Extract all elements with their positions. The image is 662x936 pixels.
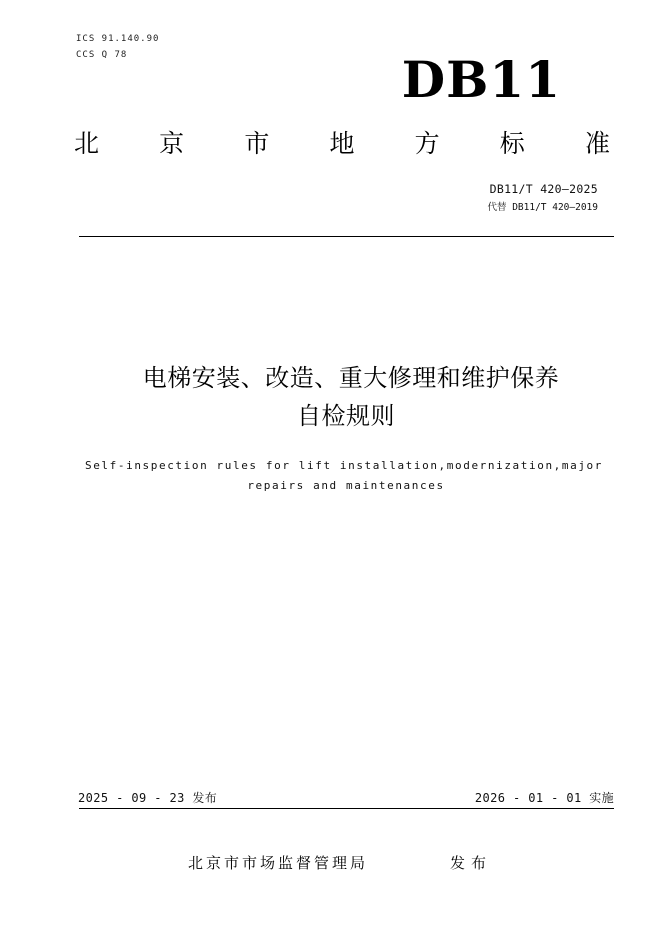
document-title-line-1: 电梯安装、改造、重大修理和维护保养: [142, 364, 560, 392]
standard-type-char: 北: [74, 129, 100, 158]
implementation-date: 2026 - 01 - 01 实施: [474, 791, 614, 805]
issue-date: 2025 - 09 - 23 发布: [78, 791, 218, 805]
standard-type-char: 京: [159, 129, 185, 158]
issue-label: 发布: [450, 854, 493, 872]
replaces-standard: 代替 DB11/T 420—2019: [487, 202, 598, 213]
standard-type-char: 方: [414, 129, 440, 158]
standard-type-char: 标: [499, 129, 525, 158]
standard-number: DB11/T 420—2025: [489, 182, 598, 196]
top-divider: [79, 236, 614, 237]
standard-type-char: 地: [329, 129, 355, 158]
standard-type-char: 市: [244, 129, 270, 158]
issuing-authority: 北京市市场监督管理局: [188, 854, 369, 872]
standard-type-heading: [74, 126, 610, 162]
ics-code: ICS 91.140.90: [76, 34, 160, 44]
english-title-line-1: Self-inspection rules for lift installation,modernization,major: [84, 459, 604, 472]
bottom-divider: [79, 808, 614, 809]
english-title-line-2: repairs and maintenances: [247, 479, 445, 492]
ccs-code: CCS Q 78: [76, 50, 128, 60]
document-title-line-2: 自检规则: [297, 402, 395, 430]
standard-type-char: 准: [584, 129, 610, 158]
db11-logo: DB11: [401, 50, 561, 109]
